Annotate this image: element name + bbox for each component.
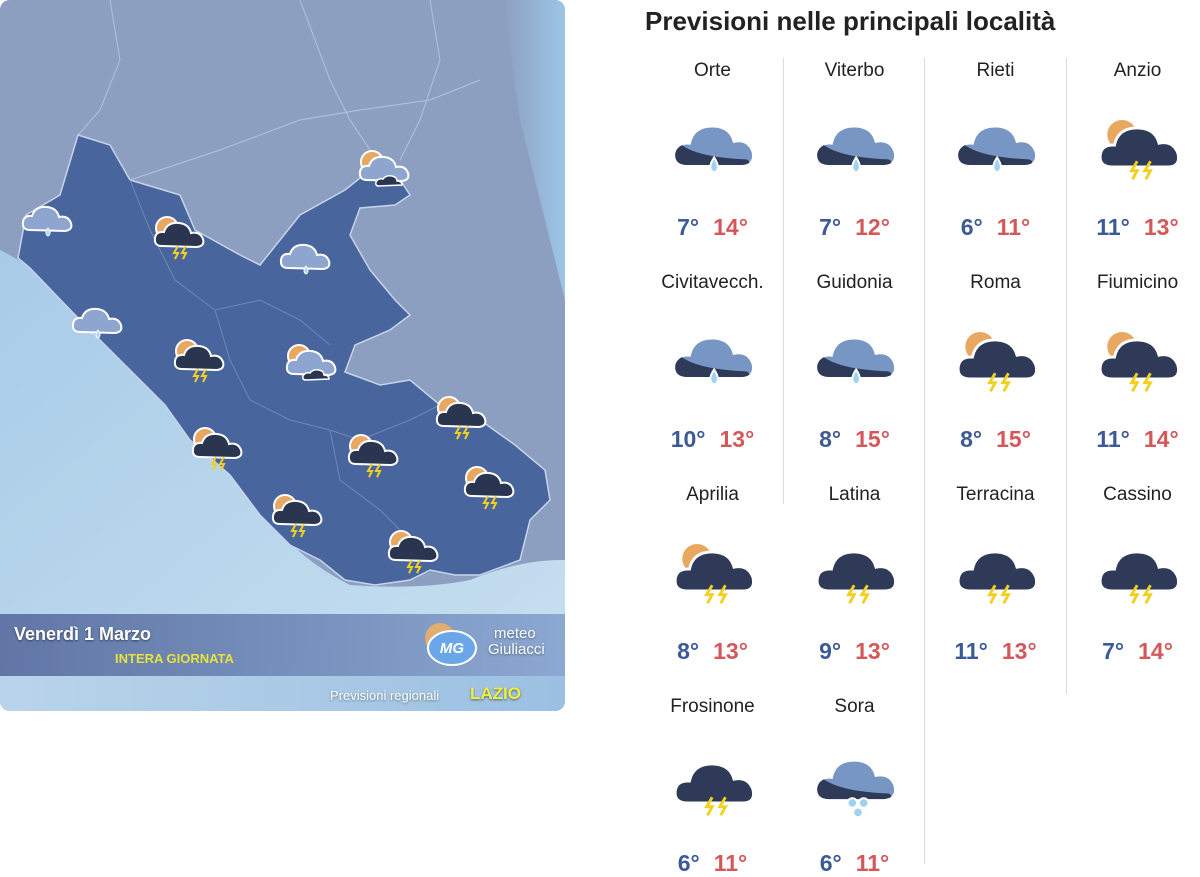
regional-forecast-label: Previsioni regionali (330, 688, 440, 703)
brand-line-1: meteo (494, 625, 536, 642)
cloud-rain-icon (68, 300, 130, 348)
thunderstorm-sun-icon (951, 322, 1047, 396)
max-temperature: 11° (855, 850, 890, 876)
city-forecast-card (784, 636, 925, 876)
city-name: Roma (970, 272, 1021, 293)
cloud-heavy-rain-icon (810, 746, 906, 820)
thunderstorm-sun-icon (384, 526, 446, 574)
city-name: Sora (834, 696, 875, 717)
thunderstorm-icon (1093, 534, 1189, 608)
city-name: Fiumicino (1096, 272, 1179, 293)
min-temperature: 6° (960, 214, 983, 240)
city-name: Frosinone (670, 696, 755, 717)
city-name: Anzio (1113, 60, 1162, 81)
city-forecast-card (642, 0, 783, 240)
city-name: Latina (828, 484, 881, 505)
max-temperature: 15° (855, 426, 890, 452)
max-temperature: 13° (713, 638, 748, 664)
city-name: Aprilia (686, 484, 739, 505)
cloud-rain-icon (951, 110, 1047, 184)
city-forecast-card (784, 0, 925, 240)
thunderstorm-sun-icon (432, 392, 494, 440)
brand-line-2: Giuliacci (488, 641, 545, 658)
cloud-sun-icon (282, 342, 344, 390)
meteo-giuliacci-logo (420, 618, 480, 670)
thunderstorm-sun-icon (150, 212, 212, 260)
city-forecast-card (784, 424, 925, 664)
forecast-date: Venerdì 1 Marzo (14, 624, 152, 644)
city-name: Guidonia (816, 272, 893, 293)
thunderstorm-sun-icon (170, 335, 232, 383)
max-temperature: 14° (1143, 426, 1179, 452)
city-name: Terracina (956, 484, 1035, 505)
min-temperature: 7° (819, 214, 842, 240)
max-temperature: 13° (855, 638, 890, 664)
brand-name (488, 626, 545, 658)
city-name: Orte (694, 60, 731, 81)
thunderstorm-icon (951, 534, 1047, 608)
max-temperature: 14° (1138, 638, 1173, 664)
cloud-rain-icon (668, 110, 764, 184)
thunderstorm-sun-icon (1093, 322, 1189, 396)
max-temperature: 13° (1001, 638, 1037, 664)
cloud-rain-icon (18, 198, 80, 246)
city-forecast-card (925, 0, 1066, 240)
city-name: Civitavecch. (661, 272, 764, 293)
cloud-rain-icon (810, 110, 906, 184)
min-temperature: 8° (677, 638, 700, 664)
min-temperature: 11° (954, 638, 988, 664)
thunderstorm-sun-icon (1093, 110, 1189, 184)
thunderstorm-icon (810, 534, 906, 608)
max-temperature: 15° (996, 426, 1031, 452)
city-forecast-card (642, 424, 783, 664)
city-forecast-card (784, 212, 925, 452)
max-temperature: 14° (713, 214, 748, 240)
city-forecast-card (925, 424, 1066, 664)
thunderstorm-icon (668, 746, 764, 820)
regional-forecast-map (0, 0, 565, 711)
min-temperature: 6° (819, 850, 842, 876)
section-title: Previsioni nelle principali località (645, 6, 1056, 36)
min-temperature: 7° (677, 214, 700, 240)
thunderstorm-sun-icon (668, 534, 764, 608)
min-temperature: 8° (960, 426, 983, 452)
cloud-rain-icon (810, 322, 906, 396)
max-temperature: 13° (719, 426, 755, 452)
max-temperature: 12° (855, 214, 890, 240)
thunderstorm-sun-icon (268, 490, 330, 538)
min-temperature: 8° (819, 426, 842, 452)
min-temperature: 9° (819, 638, 842, 664)
thunderstorm-sun-icon (460, 462, 522, 510)
max-temperature: 11° (996, 214, 1031, 240)
cloud-sun-icon (355, 148, 417, 196)
thunderstorm-sun-icon (344, 430, 406, 478)
city-name: Cassino (1103, 484, 1172, 505)
forecast-period: INTERA GIORNATA (115, 651, 234, 666)
temperature-range (925, 638, 1066, 665)
city-forecast-card (642, 212, 783, 452)
city-forecast-card (642, 636, 783, 876)
city-forecast-card (1067, 0, 1200, 240)
cloud-rain-icon (276, 236, 338, 284)
brand-logo-text: MG (439, 640, 465, 657)
min-temperature: 11° (1096, 426, 1130, 452)
city-forecast-card (1067, 424, 1200, 664)
min-temperature: 10° (670, 426, 706, 452)
region-name: LAZIO (470, 684, 521, 703)
thunderstorm-sun-icon (188, 423, 250, 471)
min-temperature: 7° (1102, 638, 1125, 664)
max-temperature: 11° (713, 850, 748, 876)
cloud-rain-icon (668, 322, 764, 396)
city-forecast-card (925, 212, 1066, 452)
city-name: Rieti (976, 60, 1015, 81)
temperature-range (1067, 638, 1200, 665)
city-name: Viterbo (824, 60, 885, 81)
min-temperature: 6° (677, 850, 700, 876)
min-temperature: 11° (1096, 214, 1130, 240)
max-temperature: 13° (1143, 214, 1179, 240)
city-forecast-card (1067, 212, 1200, 452)
